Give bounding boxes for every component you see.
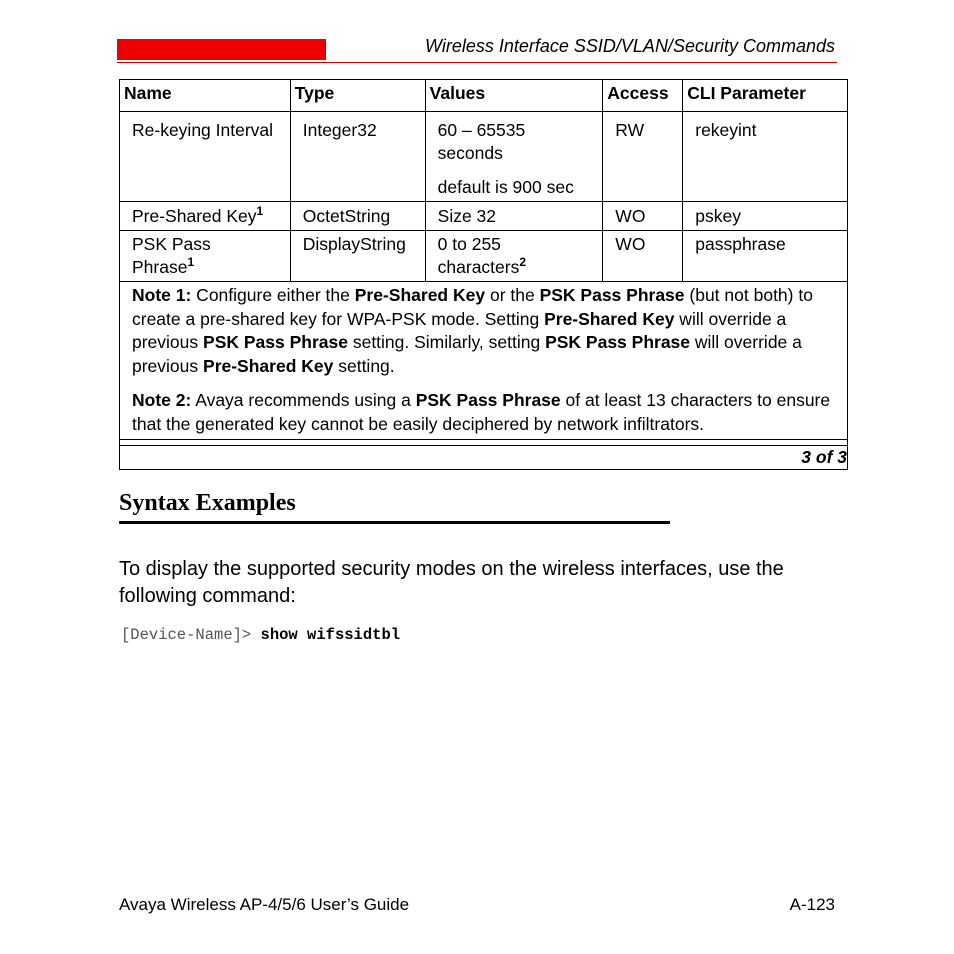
cell-name: PSK Pass Phrase xyxy=(132,234,211,277)
cell-name: Pre-Shared Key xyxy=(132,206,257,226)
footnote-ref: 2 xyxy=(519,255,527,269)
table-header-row xyxy=(120,80,848,107)
command-prompt: [Device-Name]> xyxy=(121,626,261,644)
cell-values-line1: Size 32 xyxy=(437,206,497,226)
page-indicator-row xyxy=(120,446,848,470)
section-rule xyxy=(119,521,670,524)
column-header-type: Type xyxy=(290,80,425,107)
table-row xyxy=(120,231,848,282)
column-header-cli-parameter: CLI Parameter xyxy=(683,80,848,107)
command-text: show wifssidtbl xyxy=(260,626,401,644)
cell-access: RW xyxy=(615,120,645,140)
notes-row xyxy=(120,282,848,440)
column-header-values: Values xyxy=(425,80,603,107)
cell-values-line1: 0 to 255 xyxy=(437,234,501,254)
footer-page-number: A-123 xyxy=(789,895,835,914)
note-1: Note 1: Configure either the Pre-Shared Key or the PSK Pass Phrase (but not both) to create a pre-shared key for WPA-PSK mode. Setting Pre-Shared Key will override a previous PSK Pass Phrase setting. Similarly, setting PSK Pass Phrase will override a previous Pre-Shared Key setting. xyxy=(132,285,813,376)
cell-cli: pskey xyxy=(695,206,741,226)
section-title: Syntax Examples xyxy=(119,490,296,516)
cell-cli: rekeyint xyxy=(695,120,757,140)
note-2: Note 2: Avaya recommends using a PSK Pass Phrase of at least 13 characters to ensure that the generated key cannot be easily deciphered by network infiltrators. xyxy=(132,390,831,434)
cell-type: DisplayString xyxy=(302,234,406,254)
page-indicator: 3 of 3 xyxy=(801,447,847,467)
cell-values-line2: seconds xyxy=(437,143,503,163)
cell-name: Re-keying Interval xyxy=(132,120,274,140)
cell-values-default: default is 900 sec xyxy=(437,177,574,197)
cell-type: OctetString xyxy=(302,206,391,226)
cell-access: WO xyxy=(615,206,646,226)
cell-type: Integer32 xyxy=(302,120,377,140)
running-header-title: Wireless Interface SSID/VLAN/Security Commands xyxy=(425,36,835,56)
body-paragraph: To display the supported security modes on the wireless interfaces, use the following command: xyxy=(119,558,784,607)
column-header-name: Name xyxy=(120,80,291,107)
cell-cli: passphrase xyxy=(695,234,786,254)
footer-guide-title: Avaya Wireless AP-4/5/6 User’s Guide xyxy=(119,895,410,914)
command-example xyxy=(121,626,400,644)
parameter-table xyxy=(119,79,848,470)
column-header-access: Access xyxy=(603,80,683,107)
table-row xyxy=(120,202,848,231)
footnote-ref: 1 xyxy=(256,204,264,218)
header-rule xyxy=(117,62,837,63)
table-row xyxy=(120,112,848,202)
footnote-ref: 1 xyxy=(187,255,195,269)
cell-values-line1: 60 – 65535 xyxy=(437,120,526,140)
header-red-bar xyxy=(117,39,326,60)
cell-access: WO xyxy=(615,234,646,254)
cell-values-line2: characters xyxy=(437,257,520,277)
